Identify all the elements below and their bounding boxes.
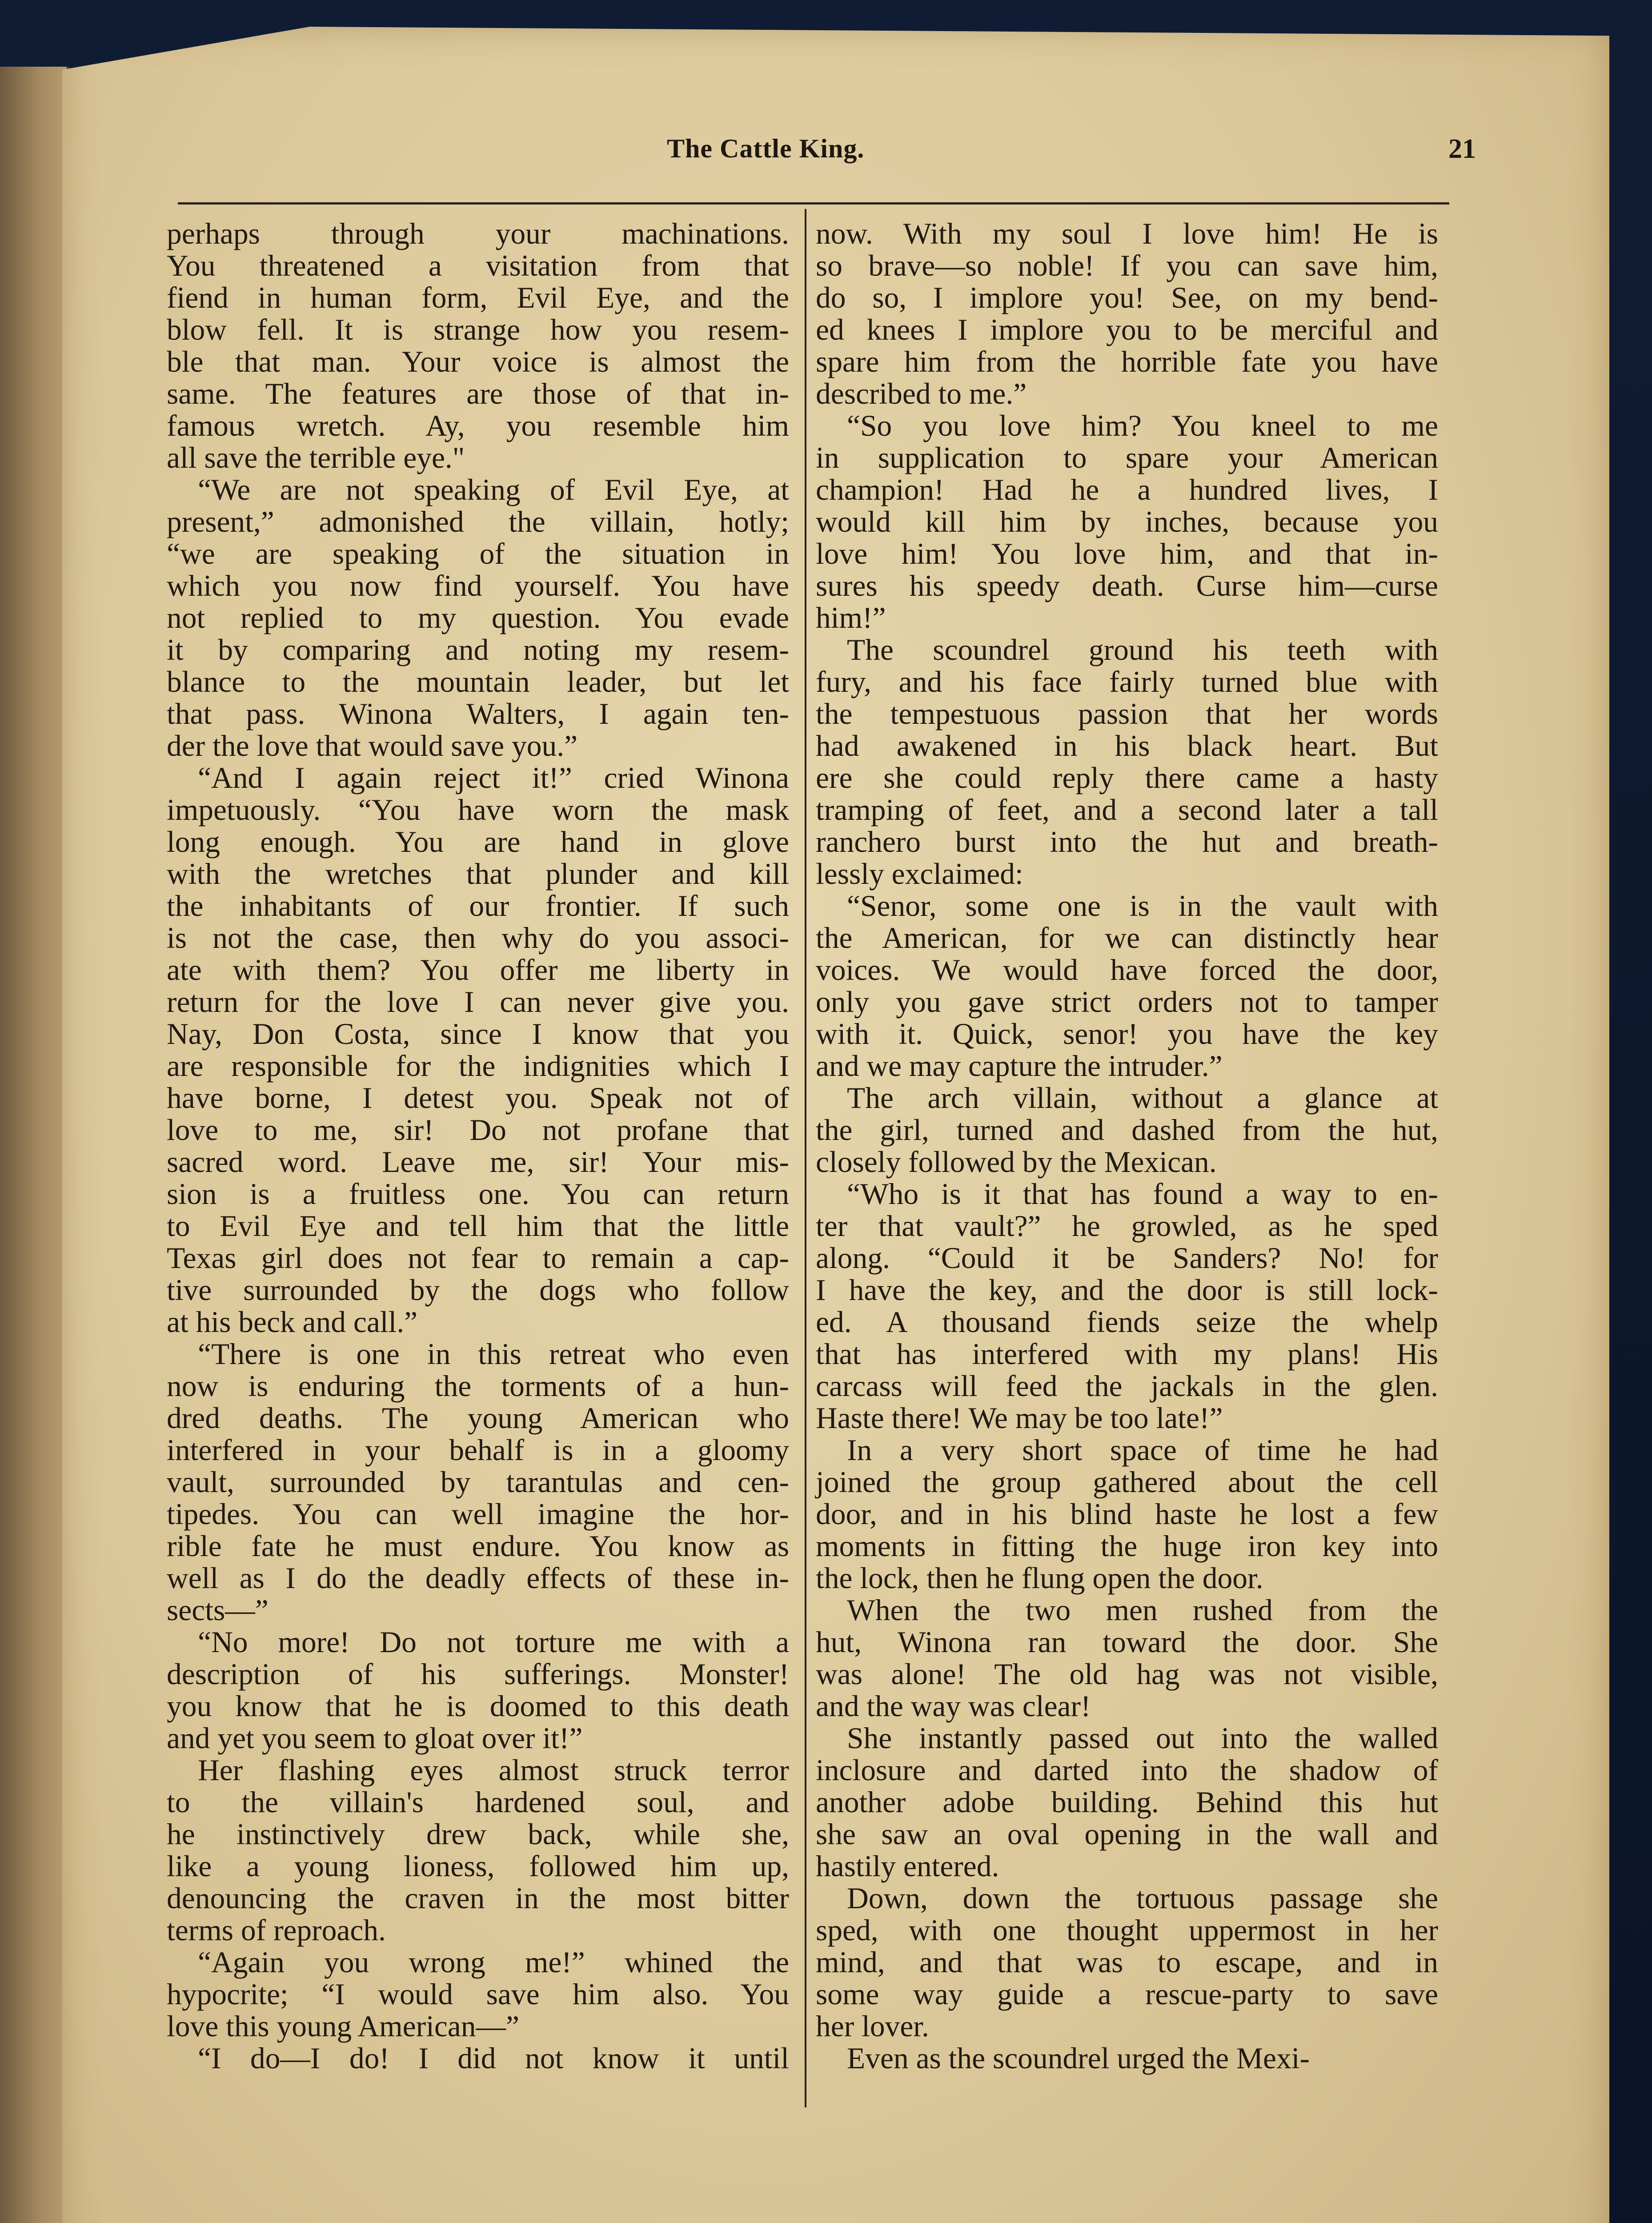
text-line: love to me, sir! Do not profane that xyxy=(167,1113,789,1147)
text-line: now is enduring the torments of a hun- xyxy=(167,1369,789,1403)
text-line: the girl, turned and dashed from the hut, xyxy=(816,1113,1438,1147)
text-line: with the wretches that plunder and kill xyxy=(167,857,789,891)
text-line: carcass will feed the jackals in the glen. xyxy=(816,1369,1438,1403)
text-line: When the two men rushed from the xyxy=(847,1593,1438,1627)
text-line: “Who is it that has found a way to en- xyxy=(847,1177,1438,1211)
text-line: have borne, I detest you. Speak not of xyxy=(167,1081,789,1115)
text-line: “So you love him? You kneel to me xyxy=(847,409,1438,442)
text-line: he instinctively drew back, while she, xyxy=(167,1818,789,1851)
text-line: tipedes. You can well imagine the hor- xyxy=(167,1497,789,1531)
text-line: inclosure and darted into the shadow of xyxy=(816,1754,1438,1787)
text-line: You threatened a visitation from that xyxy=(167,249,789,282)
text-line: with it. Quick, senor! you have the key xyxy=(816,1017,1438,1051)
text-line: another adobe building. Behind this hut xyxy=(816,1786,1438,1819)
text-line: well as I do the deadly effects of these in- xyxy=(167,1561,789,1595)
text-line: was alone! The old hag was not visible, xyxy=(816,1657,1438,1691)
text-line: along. “Could it be Sanders? No! for xyxy=(816,1241,1438,1275)
text-line: at his beck and call.” xyxy=(167,1305,418,1339)
text-line: in supplication to spare your American xyxy=(816,441,1438,474)
text-line: you know that he is doomed to this death xyxy=(167,1689,789,1723)
text-line: fiend in human form, Evil Eye, and the xyxy=(167,281,789,314)
text-line: Texas girl does not fear to remain a cap- xyxy=(167,1241,789,1275)
text-line: the inhabitants of our frontier. If such xyxy=(167,889,789,923)
text-line: spare him from the horrible fate you have xyxy=(816,345,1438,378)
text-line: champion! Had he a hundred lives, I xyxy=(816,473,1438,506)
text-line: to the villain's hardened soul, and xyxy=(167,1786,789,1819)
text-line: that has interfered with my plans! His xyxy=(816,1337,1438,1371)
text-line: “We are not speaking of Evil Eye, at xyxy=(198,473,789,506)
text-line: same. The features are those of that in- xyxy=(167,377,789,410)
text-line: some way guide a rescue-party to save xyxy=(816,1978,1438,2011)
text-line: long enough. You are hand in glove xyxy=(167,825,789,859)
text-line: which you now find yourself. You have xyxy=(167,569,789,602)
header-rule xyxy=(178,202,1449,205)
text-line: it by comparing and noting my resem- xyxy=(167,633,789,666)
text-line: the lock, then he flung open the door. xyxy=(816,1561,1263,1595)
text-line: “I do—I do! I did not know it until xyxy=(198,2042,789,2075)
text-line: She instantly passed out into the walled xyxy=(847,1721,1438,1755)
text-line: dred deaths. The young American who xyxy=(167,1401,789,1435)
text-line: sacred word. Leave me, sir! Your mis- xyxy=(167,1145,789,1179)
text-line: famous wretch. Ay, you resemble him xyxy=(167,409,789,442)
text-line: Haste there! We may be too late!” xyxy=(816,1401,1223,1435)
text-line: denouncing the craven in the most bitter xyxy=(167,1882,789,1915)
text-line: tramping of feet, and a second later a tall xyxy=(816,793,1438,827)
text-line: do so, I implore you! See, on my bend- xyxy=(816,281,1438,314)
text-line: so brave—so noble! If you can save him, xyxy=(816,249,1438,282)
text-line: “Senor, some one is in the vault with xyxy=(847,889,1438,923)
text-line: blow fell. It is strange how you resem- xyxy=(167,313,789,346)
text-line: only you gave strict orders not to tamper xyxy=(816,985,1438,1019)
text-line: described to me.” xyxy=(816,377,1027,410)
text-line: vault, surrounded by tarantulas and cen- xyxy=(167,1465,789,1499)
column-divider xyxy=(805,209,806,2107)
text-line: door, and in his blind haste he lost a few xyxy=(816,1497,1438,1531)
text-line: Her flashing eyes almost struck terror xyxy=(198,1754,789,1787)
text-line: and the way was clear! xyxy=(816,1689,1091,1723)
text-line: hastily entered. xyxy=(816,1850,999,1883)
text-line: and yet you seem to gloat over it!” xyxy=(167,1721,583,1755)
text-line: Nay, Don Costa, since I know that you xyxy=(167,1017,789,1051)
text-line: “No more! Do not torture me with a xyxy=(198,1625,789,1659)
text-line: hypocrite; “I would save him also. You xyxy=(167,1978,789,2011)
text-line: ed. A thousand fiends seize the whelp xyxy=(816,1305,1438,1339)
text-line: mind, and that was to escape, and in xyxy=(816,1946,1438,1979)
facing-page-edge xyxy=(0,67,69,2223)
text-line: der the love that would save you.” xyxy=(167,729,578,762)
text-line: the tempestuous passion that her words xyxy=(816,697,1438,730)
text-line: sion is a fruitless one. You can return xyxy=(167,1177,789,1211)
text-line: voices. We would have forced the door, xyxy=(816,953,1438,987)
text-line: closely followed by the Mexican. xyxy=(816,1145,1217,1179)
text-line: sped, with one thought uppermost in her xyxy=(816,1914,1438,1947)
text-line: description of his sufferings. Monster! xyxy=(167,1657,789,1691)
text-line: interfered in your behalf is in a gloomy xyxy=(167,1433,789,1467)
text-line: moments in fitting the huge iron key into xyxy=(816,1529,1438,1563)
text-line: Even as the scoundrel urged the Mexi- xyxy=(847,2042,1310,2075)
text-line: him!” xyxy=(816,601,886,634)
text-line: ble that man. Your voice is almost the xyxy=(167,345,789,378)
text-line: The arch villain, without a glance at xyxy=(847,1081,1438,1115)
text-line: joined the group gathered about the cell xyxy=(816,1465,1438,1499)
text-line: return for the love I can never give you. xyxy=(167,985,789,1019)
text-line: is not the case, then why do you associ- xyxy=(167,921,789,955)
text-line: not replied to my question. You evade xyxy=(167,601,789,634)
page-number: 21 xyxy=(1448,134,1476,164)
text-line: perhaps through your machinations. xyxy=(167,217,789,250)
text-line: are responsible for the indignities which I xyxy=(167,1049,789,1083)
text-line: that pass. Winona Walters, I again ten- xyxy=(167,697,789,730)
text-line: “we are speaking of the situation in xyxy=(167,537,789,570)
text-line: sects—” xyxy=(167,1593,269,1627)
text-line: blance to the mountain leader, but let xyxy=(167,665,789,698)
text-line: like a young lioness, followed him up, xyxy=(167,1850,789,1883)
text-line: tive surrounded by the dogs who follow xyxy=(167,1273,789,1307)
page-header xyxy=(116,124,1476,178)
text-line: fury, and his face fairly turned blue with xyxy=(816,665,1438,698)
running-title: The Cattle King. xyxy=(667,134,865,163)
text-column-right xyxy=(816,218,1438,2075)
text-line: terms of reproach. xyxy=(167,1914,386,1947)
text-line: rible fate he must endure. You know as xyxy=(167,1529,789,1563)
text-line: now. With my soul I love him! He is xyxy=(816,217,1438,250)
text-line: “Again you wrong me!” whined the xyxy=(198,1946,789,1979)
text-line: ranchero burst into the hut and breath- xyxy=(816,825,1438,859)
text-line: ed knees I implore you to be merciful and xyxy=(816,313,1438,346)
text-line: the American, for we can distinctly hear xyxy=(816,921,1438,955)
text-line: ere she could reply there came a hasty xyxy=(816,761,1438,795)
text-line: ate with them? You offer me liberty in xyxy=(167,953,789,987)
text-line: all save the terrible eye." xyxy=(167,441,465,474)
text-line: Down, down the tortuous passage she xyxy=(847,1882,1438,1915)
text-line: would kill him by inches, because you xyxy=(816,505,1438,538)
text-column-left xyxy=(167,218,789,2075)
text-line: hut, Winona ran toward the door. She xyxy=(816,1625,1438,1659)
text-line: “There is one in this retreat who even xyxy=(198,1337,789,1371)
text-line: to Evil Eye and tell him that the little xyxy=(167,1209,789,1243)
text-line: ter that vault?” he growled, as he sped xyxy=(816,1209,1438,1243)
text-line: impetuously. “You have worn the mask xyxy=(167,793,789,827)
text-line: had awakened in his black heart. But xyxy=(816,729,1438,762)
text-line: “And I again reject it!” cried Winona xyxy=(198,761,789,795)
text-line: her lover. xyxy=(816,2010,929,2043)
text-line: love this young American—” xyxy=(167,2010,519,2043)
text-line: I have the key, and the door is still lock- xyxy=(816,1273,1438,1307)
text-line: The scoundrel ground his teeth with xyxy=(847,633,1438,666)
text-line: sures his speedy death. Curse him—curse xyxy=(816,569,1438,602)
text-line: In a very short space of time he had xyxy=(847,1433,1438,1467)
text-line: love him! You love him, and that in- xyxy=(816,537,1438,570)
text-line: she saw an oval opening in the wall and xyxy=(816,1818,1438,1851)
text-line: present,” admonished the villain, hotly; xyxy=(167,505,789,538)
text-line: and we may capture the intruder.” xyxy=(816,1049,1223,1083)
text-line: lessly exclaimed: xyxy=(816,857,1023,891)
